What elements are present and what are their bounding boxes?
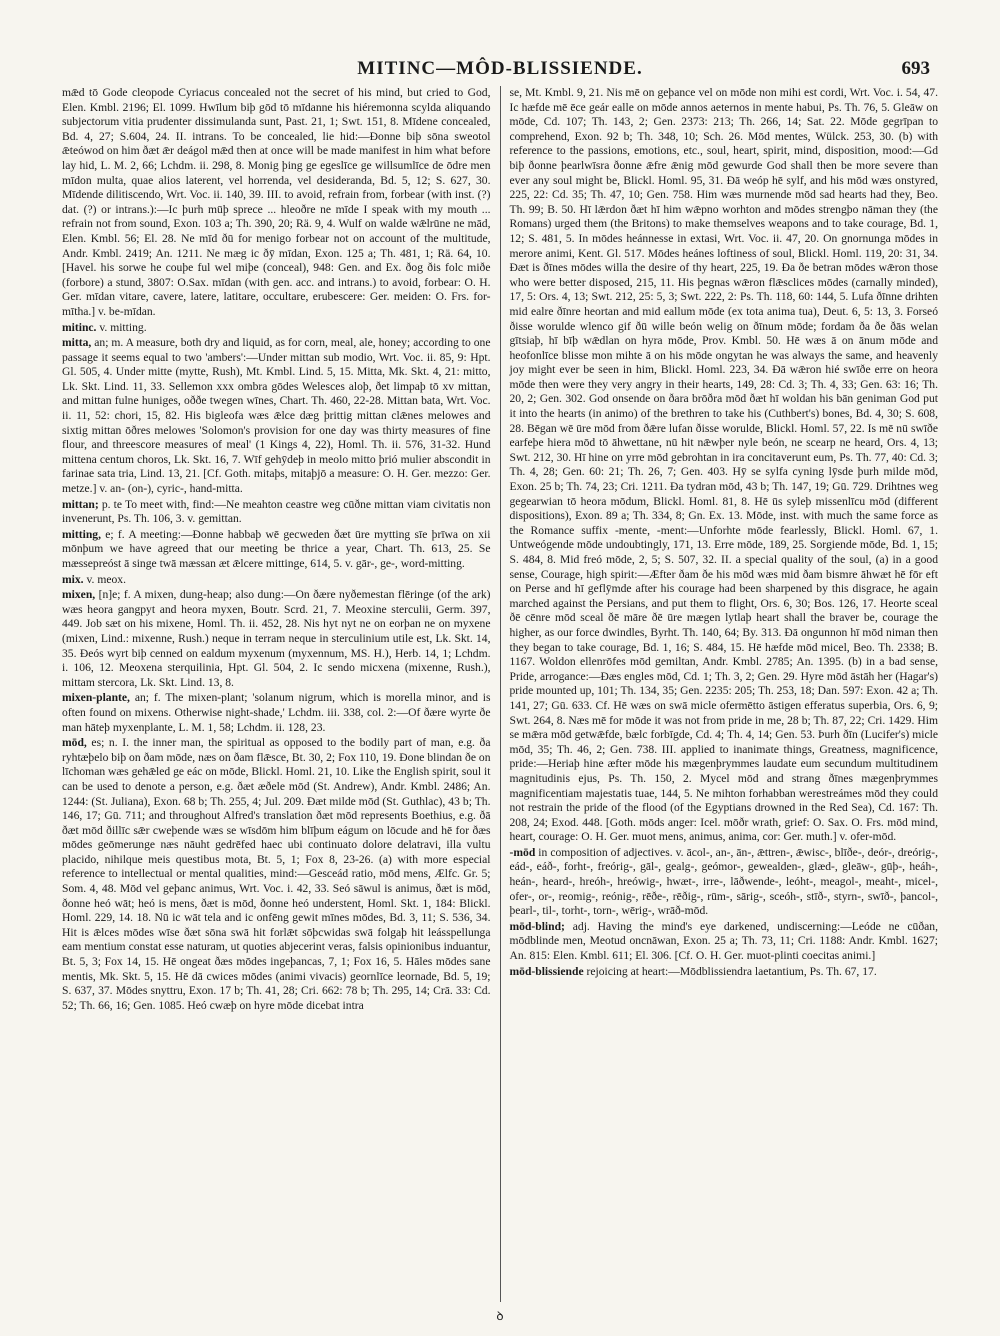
entry-text: an; m. A measure, both dry and liquid, as for corn, meal, ale, honey; according to one passage it seems equal to two 'ambers':—Under mittan sub modio, Wrt. Voc. ii. 85, 9: Hpt. Gl. 505, 4. Under mitte (mytte, Rush), Mt. Kmbl. Lind. 5, 15. Mitta, Mk. Skt. 4, 21: mitto, Lk. Skt. Lind. 11, 33. Sellemon xxx ombra gōdes Welesces aloþ, ðet limpaþ tō xv mittan, and mittan fulne huniges, oððe twegen wīnes, Chart. Th. 460, 22-28. Mittan bata, Wrt. Voc. ii. 11, 52: chori, 15, 82. His bigleofa wæs ǣlce dæg þrittig mittan clǣnes melowes and sixtig mittan ōðres melowes 'Solomon's provision for one day was thirty measures of fine flour, and threescore measures of meal' (1 Kings 4, 22), Homl. Th. ii. 576, 31-32. Hund mittena centum choros, Lk. Skt. 16, 7. Wīf gehȳdeþ in meolo mitto þrió mulier abscondit in farinae sata tria, Lind. 13, 21. [Cf. Goth. mitaþs, mitaþjō a measure: O. H. Ger. mezzo: Ger. metze.] v. an- (on-), cyric-, hand-mitta. xyxy=(62,336,491,496)
running-head: MITINC—MÔD-BLISSIENDE. xyxy=(357,58,643,79)
entry-text: [n]e; f. A mixen, dung-heap; also dung:—On ðære nyðemestan flēringe (of the ark) wæs heora gangpyt and heora myxen, Boutr. Scrd. 21, 7. Meoxine sterculii, Germ. 397, 449. Job sæt on his mixene, Homl. Th. ii. 452, 28. Nis hyt nyt ne on eorþan ne on myxene (mixen, Lind.: mixenne, Rush.) neque in terram neque in sterculinium utile est, Lk. Skt. 14, 35. Ðeós wyrt biþ cenned on ealdum myxenum (myxennum, MS. H.), Herb. 14, 1; Lchdm. i. 106, 12. Meoxena sterquilinia, Hpt. Gl. 504, 2. Ic sendo micxena (mixenne, Rush.), mittam stercora, Lk. Skt. Lind. 13, 8. xyxy=(62,588,491,689)
dictionary-entry xyxy=(510,920,939,964)
dictionary-entry xyxy=(62,528,491,572)
entry-headword: mitta, xyxy=(62,336,92,350)
entry-headword: mitinc. xyxy=(62,320,97,334)
entry-text: adj. Having the mind's eye darkened, undiscerning:—Leóde ne cūðan, mōdblinde men, Meotud oncnāwan, Exon. 25 a; Th. 73, 11; Cri. 1188: Andr. Kmbl. 1627; An. 815: Elen. Kmbl. 611; El. 306. [Cf. O. H. Ger. muot-plinti coecitas animi.] xyxy=(509,919,938,963)
entry-text: v. mitting. xyxy=(96,320,147,334)
entry-headword: mix. xyxy=(62,572,84,586)
dictionary-entry xyxy=(62,573,491,588)
entry-text: in composition of adjectives. v. ācol-, an-, ān-, ǣttren-, ǣwisc-, blīðe-, deór-, dreórig-, eád-, eáð-, forht-, freórig-, gāl-, gealg-, geómor-, gewealden-, glæd-, gleāw-, gūþ-, heáh-, heán-, heard-, hreóh-, hreówig-, hwæt-, irre-, lāðwende-, leóht-, meagol-, meaht-, micel-, ofer-, or-, reomig-, reónig-, rēðe-, rēðig-, rūm-, sārig-, sceóh-, stīð-, styrn-, swīð-, þancol-, þearl-, til-, torht-, torn-, wērig-, wrāð-mōd. xyxy=(509,845,938,918)
entry-headword: mōd-blind; xyxy=(509,919,565,933)
entry-text: an; f. The mixen-plant; 'solanum nigrum, which is morella minor, and is often found on mixens. Otherwise night-shade,' Lchdm. iii. 338, col. 2:—Of ðære wyrte ðe man hāteþ myxenplante, L. M. 1, 58; Lchdm. ii. 128, 23. xyxy=(62,691,491,734)
dictionary-entry xyxy=(62,498,491,527)
entry-headword: mixen-plante, xyxy=(62,691,130,705)
two-column-body xyxy=(62,86,938,1302)
entry-text: v. meox. xyxy=(83,572,126,586)
page-number: 693 xyxy=(901,58,930,79)
entry-text: mǣd tō Gode cleopode Cyriacus concealed not the secret of his mind, but cried to God, Elen. Kmbl. 2196; El. 1099. Hwīlum biþ gōd tō mīdanne his hiéremonna scylda aliquando subjectorum vitia prudenter dissimulanda sunt, Past. 21, 1; Swt. 151, 8. Mīdene concealed, Bd. 4, 27; S.604, 24. II. intrans. To be concealed, lie hid:—Ðonne biþ sōna sweotol ǣteówod on him ðæt ǣr deágol mǣd then at once will be made manifest in him what before lay hid, L. M. 2, 66; Lchdm. ii. 298, 8. Monig þing ge egeslīce ge willsumlīce de ōdre men mīdon multa, quae alios laterent, vel horrenda, vel desideranda, Bd. 5, 12; S. 627, 30. Mīdende dilitiscendo, Wrt. Voc. ii. 140, 39. III. to avoid, refrain from, forbear (with inst. (?) dat. (?) or intrans.):—Ic þurh mūþ sprece ... hleoðre ne mīde I speak with my mouth ... refrain not from sound, Exon. 103 a; Th. 390, 20; Rä. 9, 4. Wulf on walde wǣlrūne ne mād, Elen. Kmbl. 56; El. 28. Ne mīd ðū for menigo forbear not on account of the multitude, Andr. Kmbl. 2419; An. 1211. Ne mæg ic ðȳ mīdan, Exon. 125 a; Th. 481, 1; Rä. 64, 10. [Havel. his sorwe he couþe ful wel miþe (conceal), 948: Gen. and Ex. ðog ðis folc miðe (forbore) a stund, 3807: O.Sax. mīdan (with gen. acc. and intrans.) to avoid, forbear: O. H. Ger. mīdan vitare, cavere, latere, latitare, occultare, erubescere: Ger. meiden: O. Frs. for-mītha.] v. be-mīdan. xyxy=(62,86,491,318)
dictionary-entry xyxy=(62,321,491,336)
continued-entry xyxy=(62,86,491,320)
dictionary-entry xyxy=(510,965,939,980)
continued-entry xyxy=(510,86,939,845)
footer-signature-mark: ꝺ xyxy=(496,1309,504,1323)
dictionary-entry xyxy=(62,336,491,497)
entry-headword: mixen, xyxy=(62,588,96,602)
entry-headword: mōd-blissiende xyxy=(509,964,584,978)
entry-text: es; n. I. the inner man, the spiritual as opposed to the bodily part of man, e.g. ða ryhtæþelo biþ on ðam mōde, næs on ðam flǣsce, Bt. 30, 2; Fox 110, 19. Ðone blindan ðe on līchoman wæs gehǣled ge eác on mōde, Blickl. Homl. 21, 10. Like the English spirit, soul it can be used to denote a person, e.g. ðæt æðele mōd (St. Andrew), Andr. Kmbl. 2486; An. 1244: (St. Juliana), Exon. 68 b; Th. 255, 4; Jul. 209. Ðæt milde mōd (St. Guthlac), 43 b; Th. 146, 17; Gū. 711; and throughout Alfred's translation ðæt mōd represents Boethius, e.g. ðā ðæt mōd ðillīc sǣr cweþende wæs se wīsdōm him blīþum eágum on lōcude and hē for ðæs mōdes geōmerunge næs nāuht gedrēfed haec ubi continuato dolore delatravi, illa vultu placido, nihilque meis questibus mota, Bt. 5, 1; Fox 8, 23-26. (a) with more especial reference to intellectual or mental qualities, mind:—Gesceád ratio, mōd mens, Ælfc. Gr. 5; Som. 4, 48. Mōd vel geþanc animus, Wrt. Voc. i. 42, 33. Seó sāwul is animus, ðæt is mōd, ðonne heó wāt; heó is mens, ðæt is mōd, ðonne heó understent, Homl. Skt. 1, 184: Blickl. Homl. 229, 14. 18. Nū ic wāt tela and ic onfēng gewit mīnes mōdes, Bd. 3, 11; S. 536, 34. Hit is ǣlces mōdes wīse ðæt sōna swā hit forlǣt sōþcwidas swā folgaþ hit leásspellunga eam mentium constat esse naturam, ut quoties abjecerint veras, falsis opinionibus induantur, Bt. 5, 3; Fox 14, 15. Hē ongeat ðæs mōdes ingeþancas, 7, 1; Fox 16, 5. Hāles mōdes sane mentis, Mk. Skt. 5, 15. Hē dā cwices mōdes (animi vivacis) geornlīce leornade, Bd. 5, 19; S. 637, 37. Mōdes snyttru, Exon. 17 b; Th. 41, 28; Cri. 662: 78 b; Th. 295, 14; Crā. 33: Cd. 52; Th. 66, 16; Gen. 1085. Heó cwæþ on hyre mōde dicebat intra xyxy=(62,736,491,1012)
dictionary-entry xyxy=(62,588,491,690)
entry-text: p. te To meet with, find:—Ne meahton ceastre weg cūðne mittan viam civitatis non invenerunt, Ps. Th. 106, 3. v. gemittan. xyxy=(62,497,491,526)
entry-headword: mōd, xyxy=(62,736,87,750)
entry-headword: mitting, xyxy=(62,527,101,541)
right-column xyxy=(501,86,939,1302)
entry-headword: -mōd xyxy=(509,845,536,859)
entry-text: se, Mt. Kmbl. 9, 21. Nis mē on geþance vel on mōde non mihi est cordi, Wrt. Voc. i. 54, 47. Ic hæfde mē ēce geár ealle on mōde annos aeternos in mente habui, Ps. Th. 76, 5. Gleāw on mōde, Cd. 107; Th. 143, 2; Gen. 2373: 213; Th. 266, 14; Sat. 22. Mōde gegrīpan to comprehend, Exon. 92 b; Th. 348, 10; Sch. 26. Mōd mentes, Wülck. 253, 30. (b) with reference to the passions, emotions, etc., soul, heart, spirit, mind, disposition, mood:—Gd biþ ðonne þearlwīsra ðonne ǣfre ǣnig mōd gewurde God shall then be more severe than ever any soul might be, Blickl. Homl. 95, 31. Ðā weóp hē sylf, and his mōd wæs onstyred, 225, 22: Cd. 35; Th. 47, 10; Gen. 758. Him wæs murnende mōd sad hearts had they, Beo. Th. 99; B. 50. Hī lǣrdon ðæt hī him wǣpno worhton and mōdes strengþo nāman they (the Romans) urged them (the Britons) to make themselves weapons and to take courage, Bd. 1, 12; S. 481, 5. In mōdes heánnesse in extasi, Wrt. Voc. ii. 47, 20. On gnornunga mōdes in merore animi, Kent. Gl. 517. Mōdes heánes loftiness of soul, Blickl. Homl. 119, 20: 31, 34. Ðæt is ðīnes mōdes willa the desire of thy heart, 225, 19. Ða ðe betran mōdes wǣron those who were better disposed, 215, 11. His þegnas wǣron flǣsclices mōdes (carnally minded), 17, 5: Ors. 4, 13; Swt. 212, 25: 5, 3; Swt. 222, 2: Ps. Th. 118, 60: 144, 5. Lufa ðīnne drihten mid ealre ðīnre heortan and mid eallum mōde (ex tota anima tua), Deut. 6, 5: 13, 3. Forseó ðisse worulde wlenco gif ðū wille beón welig on ðīnum mōde; fordam ða ðe ðās welan gītsiaþ, hī bīþ wǣdlan on hyra mōde, Prov. Kmbl. 50. Hē wæs ā on ānum mōde and heofonlīce blisse mon mihte ā on his mōde ongytan he was always the same, and heavenly joy might ever be seen in him, Blickl. Homl. 223, 34. Ðā wǣron hié swīðe erre on heora mōde then were they very angry in their hearts, 149, 28: Cd. 3; Th. 4, 33; Gen. 63: 16; Th. 20, 2; Gen. 302. God onsende on ðara brōðra mōd ðæt hī woldan his bān geniman God put it into the hearts (in animo) of the brethren to take his (Cuthbert's) bones, Bd. 4, 30; S. 608, 28. Bēgan wē ūre mōd from ðǣre lufan ðisse worulde, Blickl. Homl. 57, 22. Is mē nū swīðe earfeþe hiera mōd tō āhwettane, nū hit nǣwþer nyle beón, ne scearp ne heard, Ors. 4, 13; Swt. 212, 30. Hī hine on yrre mōd gebrohtan in ira concitaverunt eum, Ps. Th. 77, 40: Cd. 3; Th. 4, 28; Gen. 60: 21; Th. 26, 7; Gen. 403. Hȳ se sylfa cyning lȳsde þurh milde mōd, Exon. 25 b; Th. 74, 23; Cri. 1211. Ða tydran mōd, 43 b; Th. 147, 19; Gū. 729. Drihtnes weg gegearwian tō heora mōdum, Blickl. Homl. 81, 8. Hē ūs syleþ missenlīcu mōd (different dispositions), Exon. 89 a; Th. 334, 8; Gn. Ex. 13. Mōde, inst. with much the same force as the Romance suffix -mente, -ment:—Unforhte mōde fearlessly, Blickl. Homl. 67, 1. Untweógende mōde undoubtingly, 171, 13. Erre mōde, 189, 25. Sorgiende mōde, Bd. 1, 15; S. 484, 8. Mid freó mōde, 2, 5; S. 507, 32. II. a special quality of the soul, (a) in a good sense, Courage, high spirit:—Æfter ðam ðe his mōd wæs mid ðam bismre āhwæt hē fōr eft on Perse and hī geflȳmde after his courage had been sharpened by this disgrace, he again marched against the Persians, and put them to flight, Ors. 6, 30; Bos. 126, 17. Heorte sceal ðē cēnre mōd sceal ðē māre ðē ūre mægen lytlaþ heart shall the braver be, courage the higher, as our force dwindles, Byrht. Th. 140, 64; By. 313. Ðā ongunnon hī mōd niman then they began to take courage, Bd. 1, 16; S. 484, 15. Hē hæfde mōd micel, Beo. Th. 2338; B. 1167. Woldon ellenrōfes mōd gemiltan, Andr. Kmbl. 2785; An. 1395. (b) in a bad sense, Pride, arrogance:—Ðæs engles mōd, Cd. 1; Th. 3, 2; Gen. 29. Hyre mōd āstāh her (Hagar's) pride mounted up, 101; Th. 134, 35; Gen. 2235: 205; Th. 253, 18; Dan. 597: Exon. 42 a; Th. 141, 27; Gū. 633. Cf. Hē wæs on swā micle ofermētto āstigen efferatus superbia, Ors. 6, 9; Swt. 264, 8. Næs mē for mōde it was not from pride in me, 28 b; Th. 87, 22; Cri. 1429. Him se mǣra mōd getwǣfde, bælc forbīgde, Cd. 4; Th. 4, 14; Gen. 53. Þurh ðīn (Lucifer's) micle mōd, 35; Th. 46, 2; Gen. 738. III. applied to inanimate things, Greatness, magnificence, pride:—Heriaþ hine æfter mōde his mægenþrymmes laudate eum secundum multitudinem magnitudinis ejus, Ps. Th. 150, 2. Mycel mōd and strang ðīnes mægenþrymmes magnificentiam majestatis tuae, 144, 5. Ne mihton forhabban werestreámes mōd they could not restrain the pride of the flood (of the Egyptians drowned in the Red Sea), Cd. 167: Th. 208, 24; Exod. 448. [Goth. mōds anger: Icel. mōðr wrath, grief: O. Sax. O. Frs. mōd mind, heart, courage: O. H. Ger. muot mens, animus, anima, cor: Ger. muth.] v. ofer-mōd. xyxy=(509,86,938,844)
entry-text: rejoicing at heart:—Mōdblissiendra laetantium, Ps. Th. 67, 17. xyxy=(583,964,877,978)
entry-headword: mittan; xyxy=(62,497,99,511)
left-column xyxy=(62,86,500,1302)
entry-text: e; f. A meeting:—Ðonne habbaþ wē gecweden ðæt ūre mytting sīe þrīwa on xii mōnþum we have agreed that our meeting be thrice a year, Chart. Th. 613, 25. Se mæssepreóst ā singe twā mæssan æt ǣlcere mittinge, 614, 5. v. gār-, ge-, word-mitting. xyxy=(62,527,491,570)
dictionary-entry xyxy=(62,691,491,735)
dictionary-entry xyxy=(510,846,939,919)
dictionary-entry xyxy=(62,736,491,1013)
